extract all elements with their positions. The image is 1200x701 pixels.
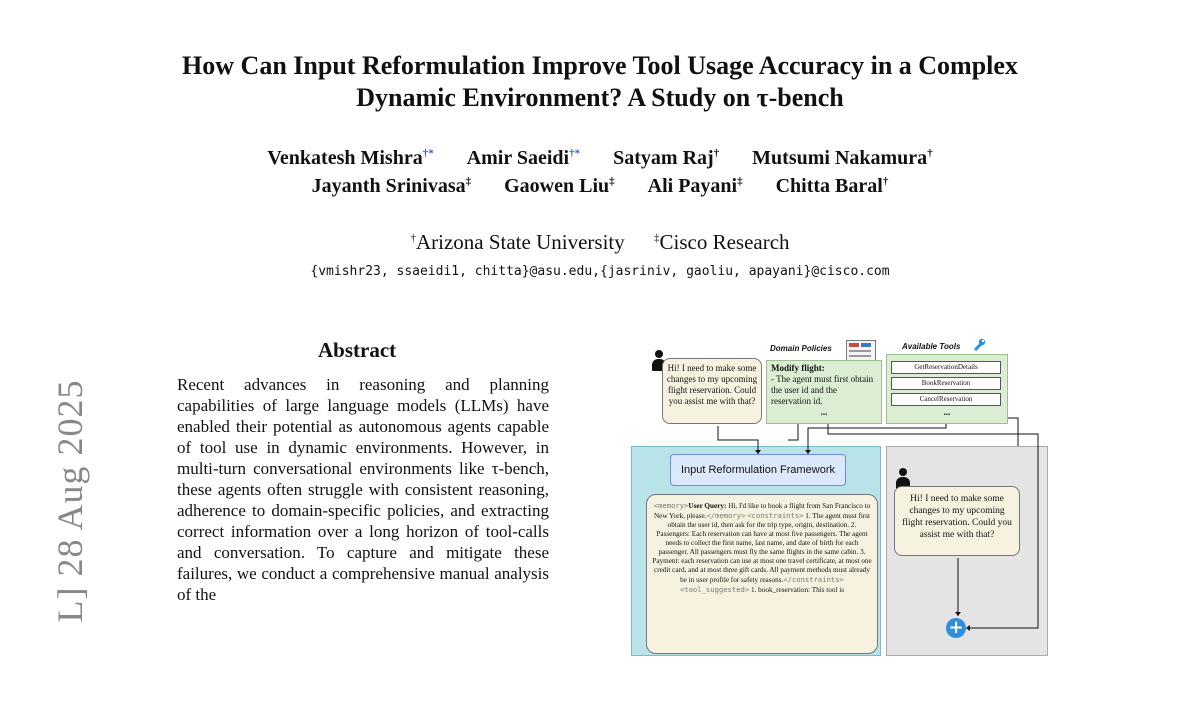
author-row-1 bbox=[0, 144, 1200, 172]
policy-ellipsis: ... bbox=[820, 407, 828, 417]
author: Mutsumi Nakamura† bbox=[752, 147, 933, 169]
affiliation: †Arizona State University bbox=[410, 230, 625, 254]
author: Venkatesh Mishra†* bbox=[267, 147, 434, 169]
abstract-heading: Abstract bbox=[318, 338, 397, 362]
wrench-icon bbox=[972, 338, 986, 352]
author: Amir Saeidi†* bbox=[466, 147, 581, 169]
author-row-2 bbox=[0, 172, 1200, 200]
abstract-body: Recent advances in reasoning and planning capabilities of large language models (LLMs) have enabled their potential as autonomous agents capable of tool use in dynamic environments. However, in multi-turn conversational environments like τ-bench, these agents often struggle with consistent reasoning, adherence to domain-specific policies, and extracting correct information over a long horizon of tool-calls and conversation. To capture and mitigate these failures, we conduct a comprehensive manual analysis of the bbox=[177, 375, 549, 604]
tool-item: BookReservation bbox=[891, 377, 1001, 390]
user-message-bubble: Hi! I need to make some changes to my upcoming flight reservation. Could you assist me with that? bbox=[662, 358, 762, 424]
author-emails: {vmishr23, ssaeidi1, chitta}@asu.edu,{jasriniv, gaoliu, apayani}@cisco.com bbox=[310, 264, 890, 279]
policy-text: - The agent must first obtain the user id and the reservation id. bbox=[771, 374, 874, 406]
title-line-2: Dynamic Environment? A Study on τ-bench bbox=[356, 83, 844, 112]
tools-ellipsis: ... bbox=[943, 407, 951, 417]
arrow-policy-link bbox=[788, 424, 798, 440]
policy-title: Modify flight: bbox=[771, 363, 825, 373]
available-tools-heading: Available Tools bbox=[902, 342, 961, 351]
paper-title bbox=[0, 50, 1200, 114]
tool-item: GetReservationDetails bbox=[891, 361, 1001, 374]
arxiv-stamp: L] 28 Aug 2025 bbox=[50, 379, 90, 623]
domain-policies-heading: Domain Policies bbox=[770, 344, 832, 353]
author: Chitta Baral† bbox=[775, 175, 889, 197]
domain-policy-box bbox=[766, 360, 882, 424]
affiliations bbox=[0, 230, 1200, 255]
author: Satyam Raj† bbox=[613, 147, 720, 169]
affiliation: ‡Cisco Research bbox=[653, 230, 790, 254]
author-list bbox=[0, 144, 1200, 200]
agent-user-message-bubble: Hi! I need to make some changes to my upcoming flight reservation. Could you assist me with that? bbox=[894, 486, 1020, 556]
author: Jayanth Srinivasa‡ bbox=[311, 175, 472, 197]
tools-box bbox=[886, 354, 1008, 424]
arrow-user-to-framework bbox=[718, 426, 758, 454]
title-line-1: How Can Input Reformulation Improve Tool Usage Accuracy in a Complex bbox=[182, 51, 1018, 80]
author: Ali Payani‡ bbox=[647, 175, 743, 197]
input-reformulation-framework: Input Reformulation Framework bbox=[670, 454, 846, 486]
reformulated-prompt: <memory>User Query: Hi, I'd like to book a flight from San Francisco to New York, please.</memory> <constraints> 1. The agent must first obtain the user id, then ask for the trip type, origin, destination. 2. Passengers: Each reservation can have at most five passengers. The agent needs to collect the first name, last name, and date of birth for each passenger. All passengers must fly the same flights in the same cabin. 3. Payment: each reservation can use at most one travel certificate, at most one credit card, and at most three gift cards. All payment methods must already be in user profile for safety reasons.</constraints> <tool_suggested> 1. book_reservation: This tool is bbox=[646, 494, 878, 654]
tool-item: CancelReservation bbox=[891, 393, 1001, 406]
author: Gaowen Liu‡ bbox=[504, 175, 615, 197]
overview-figure bbox=[628, 336, 1048, 648]
plus-icon: + bbox=[946, 618, 966, 638]
